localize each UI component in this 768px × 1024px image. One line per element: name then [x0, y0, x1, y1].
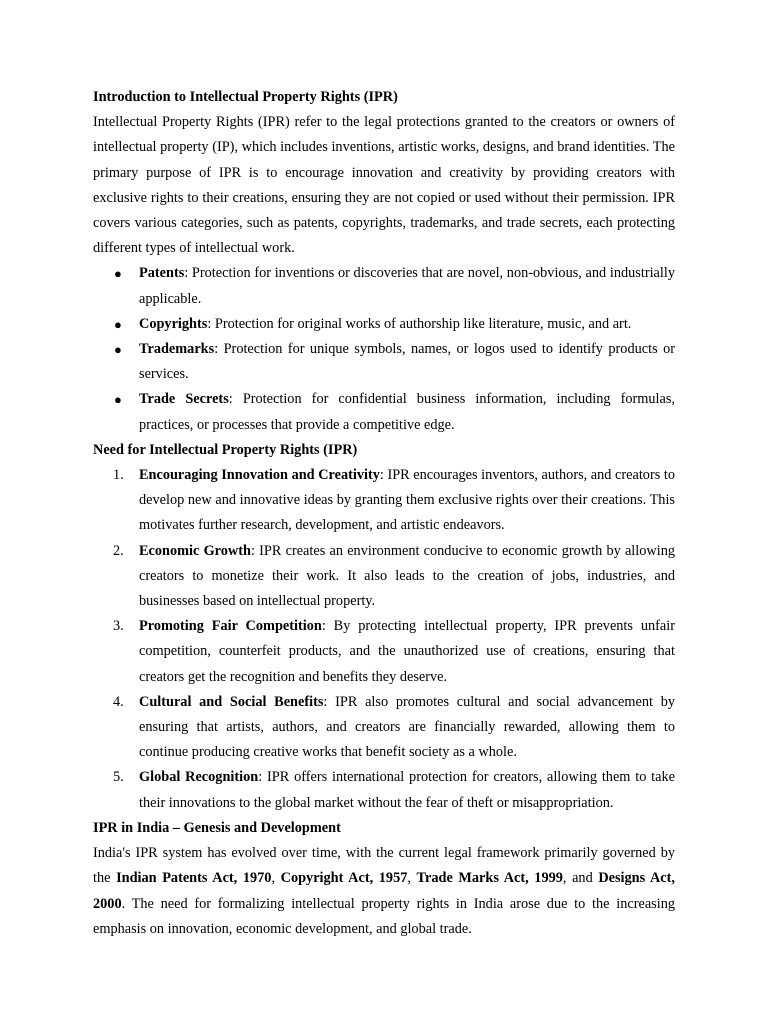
section-heading-introduction: Introduction to Intellectual Property Rights (IPR): [93, 89, 398, 105]
list-item: ● Trademarks: Protection for unique symbols, names, or logos used to identify products or services.: [93, 337, 675, 387]
bullet-icon: ●: [114, 392, 122, 408]
bullet-icon: ●: [114, 342, 122, 358]
act-name: Indian Patents Act, 1970: [116, 870, 272, 887]
list-item: 3. Promoting Fair Competition: By protecting intellectual property, IPR prevents unfair competition, counterfeit products, and the unauthorized use of creations, ensuring that creators get the recognition and benefits they deserve.: [93, 614, 675, 690]
act-name: Copyright Act, 1957: [280, 870, 408, 887]
list-item: 4. Cultural and Social Benefits: IPR also promotes cultural and social advancement by ensuring that artists, authors, and creators are financially rewarded, allowing them to continue producing creative works that benefit society as a whole.: [93, 690, 675, 766]
section-heading-india: IPR in India – Genesis and Development: [93, 819, 341, 836]
ipr-need-list: [93, 463, 675, 816]
section-heading-need: Need for Intellectual Property Rights (IPR): [93, 441, 358, 458]
bullet-icon: ●: [114, 266, 122, 282]
list-item: ● Patents: Protection for inventions or discoveries that are novel, non-obvious, and industrially applicable.: [93, 261, 675, 311]
list-item: ● Copyrights: Protection for original works of authorship like literature, music, and art.: [93, 312, 675, 337]
list-item: 5. Global Recognition: IPR offers international protection for creators, allowing them to take their innovations to the global market without the fear of theft or misappropriation.: [93, 765, 675, 815]
list-item: ● Trade Secrets: Protection for confidential business information, including formulas, practices, or processes that provide a competitive edge.: [93, 387, 675, 437]
act-name: Designs Act, 2000: [93, 870, 675, 912]
list-number: 3.: [113, 618, 124, 635]
list-number: 4.: [113, 693, 124, 710]
bullet-icon: ●: [114, 316, 122, 332]
list-item: 2. Economic Growth: IPR creates an environment conducive to economic growth by allowing creators to monetize their work. It also leads to the creation of jobs, industries, and businesses based on intellectual property.: [93, 539, 675, 615]
india-paragraph: India's IPR system has evolved over time, with the current legal framework primarily governed by the Indian Patents Act, 1970, Copyright Act, 1957, Trade Marks Act, 1999, and Designs Act, 2000. The need for formalizing intellectual property rights in India arose due to the increasing emphasis on innovation, economic development, and global trade.: [93, 845, 675, 937]
ipr-categories-list: [93, 261, 675, 437]
act-name: Trade Marks Act, 1999: [416, 870, 563, 887]
intro-paragraph: Intellectual Property Rights (IPR) refer to the legal protections granted to the creators or owners of intellectual property (IP), which includes inventions, artistic works, designs, and brand identities. The primary purpose of IPR is to encourage innovation and creativity by providing creators with exclusive rights to their creations, ensuring they are not copied or used without their permission. IPR covers various categories, such as patents, copyrights, trademarks, and trade secrets, each protecting different types of intellectual work.: [93, 114, 675, 257]
list-number: 5.: [113, 769, 124, 786]
list-item: 1. Encouraging Innovation and Creativity: IPR encourages inventors, authors, and creators to develop new and innovative ideas by granting them exclusive rights over their creations. This motivates further research, development, and artistic endeavors.: [93, 463, 675, 539]
list-number: 2.: [113, 542, 124, 559]
list-number: 1.: [113, 467, 124, 484]
